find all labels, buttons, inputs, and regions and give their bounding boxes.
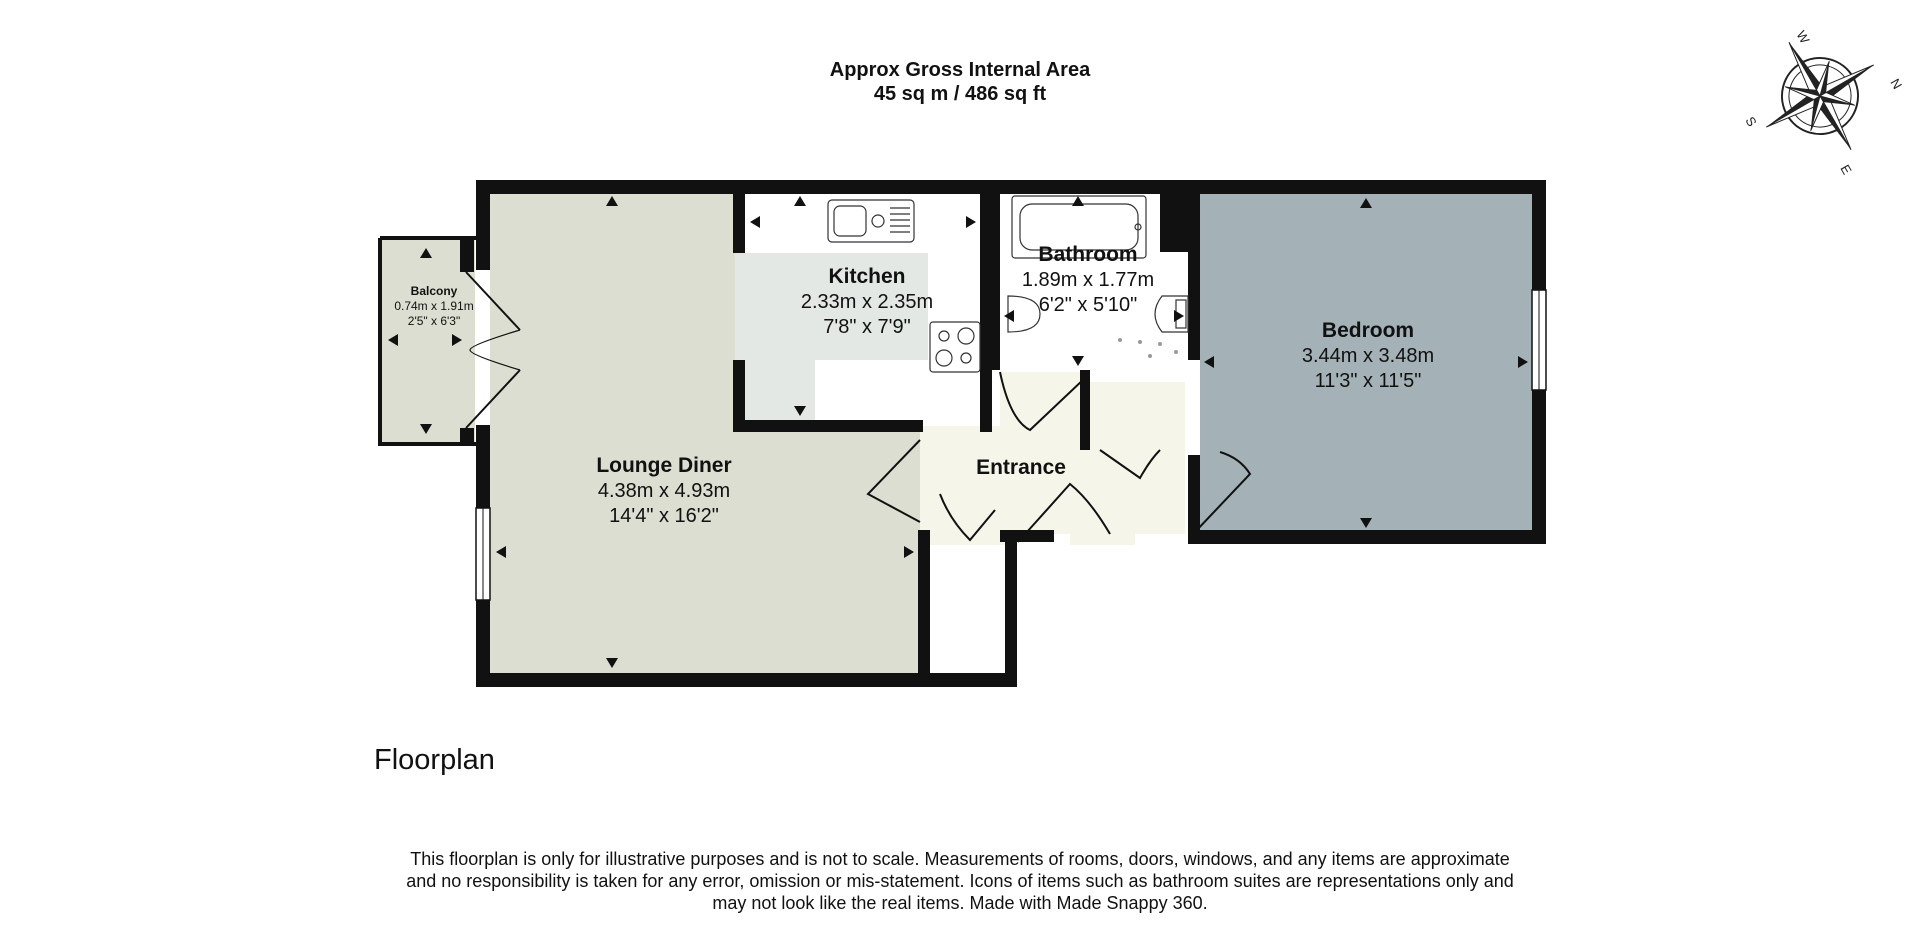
disclaimer-line-1: This floorplan is only for illustrative purposes and is not to scale. Measurements of rooms, doors, windows, and any items are approximate <box>410 849 1510 869</box>
bedroom-imperial: 11'3" x 11'5" <box>1314 370 1422 393</box>
balcony-name: Balcony <box>410 284 458 298</box>
kitchen-imperial: 7'8" x 7'9" <box>823 316 911 339</box>
area-header-title: Approx Gross Internal Area <box>829 59 1091 81</box>
disclaimer-line-2: and no responsibility is taken for any error, omission or mis-statement. Icons of items such as bathroom suites are representations only and <box>406 871 1514 891</box>
balcony-imperial: 2'5" x 6'3" <box>407 314 461 328</box>
bedroom-metric: 3.44m x 3.48m <box>1301 345 1435 368</box>
compass-label-n: N <box>1887 76 1906 92</box>
room-label-entrance <box>976 455 1066 481</box>
disclaimer <box>380 848 1540 914</box>
lounge-diner-name: Lounge Diner <box>596 454 732 477</box>
bathroom-metric: 1.89m x 1.77m <box>1021 269 1155 292</box>
room-label-lounge-diner <box>596 453 731 529</box>
room-label-bathroom <box>1022 242 1154 318</box>
bathroom-name: Bathroom <box>1038 243 1138 266</box>
room-label-balcony <box>394 284 473 329</box>
compass-label-e: E <box>1837 162 1855 178</box>
room-label-kitchen <box>801 264 933 340</box>
floorplan-title: Floorplan <box>374 744 495 776</box>
disclaimer-line-3: may not look like the real items. Made with Made Snappy 360. <box>712 893 1208 913</box>
area-header-size: 45 sq m / 486 sq ft <box>873 83 1047 105</box>
bedroom-name: Bedroom <box>1321 319 1415 342</box>
lounge-diner-imperial: 14'4" x 16'2" <box>609 505 719 528</box>
lounge-diner-metric: 4.38m x 4.93m <box>597 480 731 503</box>
entrance-name: Entrance <box>976 456 1066 479</box>
kitchen-name: Kitchen <box>828 265 906 288</box>
compass-label-s: S <box>1742 114 1760 130</box>
compass-label-w: W <box>1793 28 1813 47</box>
kitchen-metric: 2.33m x 2.35m <box>800 291 934 314</box>
balcony-metric: 0.74m x 1.91m <box>394 299 474 313</box>
bathroom-imperial: 6'2" x 5'10" <box>1038 294 1138 317</box>
room-label-bedroom <box>1302 318 1434 394</box>
